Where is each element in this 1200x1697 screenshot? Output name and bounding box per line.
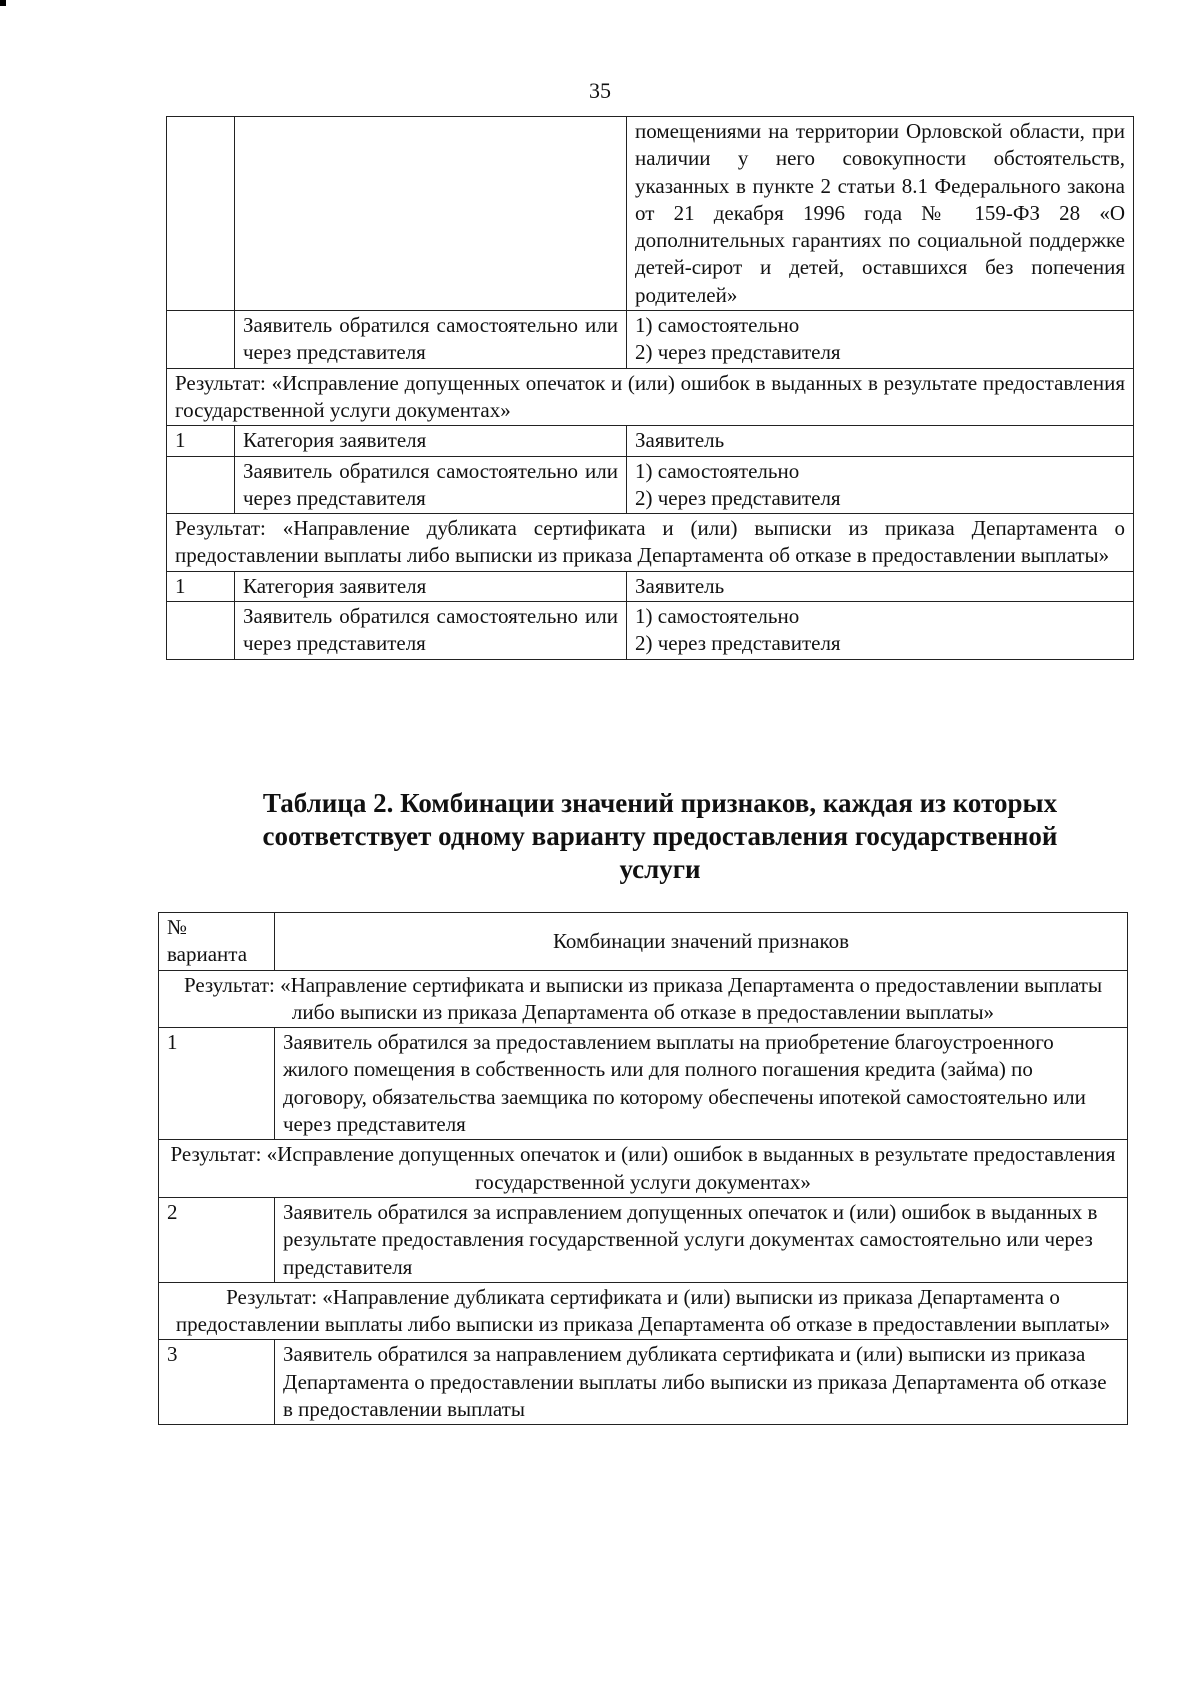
attribute-label: Категория заявителя — [235, 426, 627, 456]
table-row — [167, 456, 1134, 514]
attribute-value: 1) самостоятельно — [635, 604, 800, 629]
page-number: 35 — [589, 78, 611, 103]
table-row — [167, 117, 1134, 311]
table-2-title: Таблица 2. Комбинации значений признаков, каждая из которых соответствует одному варианту предоставления государственной услуги — [262, 788, 1058, 884]
attribute-label: Заявитель обратился самостоятельно или через представителя — [235, 456, 627, 514]
attribute-value: 1) самостоятельно — [635, 313, 800, 338]
result-heading: Результат: «Направление сертификата и выписки из приказа Департамента о предоставлении выплаты либо выписки из приказа Департамента об отказе в предоставлении выплаты» — [159, 970, 1128, 1028]
result-heading: Результат: «Исправление допущенных опечаток и (или) ошибок в выданных в результате предоставления государственной услуги документах» — [159, 1140, 1128, 1198]
result-heading: Результат: «Направление дубликата сертификата и (или) выписки из приказа Департамента о предоставлении выплаты либо выписки из приказа Департамента об отказе в предоставлении выплаты» — [167, 514, 1134, 572]
table-row — [167, 571, 1134, 601]
result-heading: Результат: «Исправление допущенных опечаток и (или) ошибок в выданных в результате предоставления государственной услуги документах» — [167, 368, 1134, 426]
result-row — [159, 1140, 1128, 1198]
table-row — [167, 426, 1134, 456]
result-heading: Результат: «Направление дубликата сертификата и (или) выписки из приказа Департамента о предоставлении выплаты либо выписки из приказа Департамента об отказе в предоставлении выплаты» — [159, 1282, 1128, 1340]
variant-number: 1 — [159, 1028, 275, 1140]
attribute-value-continued: помещениями на территории Орловской области, при наличии у него совокупности обстоятельств, указанных в пункте 2 статьи 8.1 Федерального закона от 21 декабря 1996 года № 159-ФЗ 28 «О дополнительных гарантиях по социальной поддержке детей-сирот и детей, оставшихся без попечения родителей» — [627, 117, 1134, 311]
table-row — [159, 1028, 1128, 1140]
result-row — [159, 970, 1128, 1028]
table-row — [159, 1340, 1128, 1425]
attribute-values — [627, 602, 1134, 660]
attribute-value: 2) через представителя — [635, 631, 841, 656]
attribute-value: Заявитель — [627, 426, 1134, 456]
result-row — [167, 368, 1134, 426]
attribute-label: Категория заявителя — [235, 571, 627, 601]
row-number: 1 — [167, 426, 235, 456]
table-header-row — [159, 913, 1128, 971]
variant-combination: Заявитель обратился за предоставлением выплаты на приобретение благоустроенного жилого помещения в собственность или для полного погашения кредита (займа) по договору, обязательства заемщика по которому обеспечены ипотекой самостоятельно или через представителя — [275, 1028, 1128, 1140]
variant-number: 3 — [159, 1340, 275, 1425]
table-row — [159, 1197, 1128, 1282]
variant-number: 2 — [159, 1197, 275, 1282]
variants-table — [158, 912, 1128, 1425]
table-row — [167, 602, 1134, 660]
scan-corner-mark — [0, 0, 6, 6]
variant-combination: Заявитель обратился за исправлением допущенных опечаток и (или) ошибок в выданных в результате предоставления государственной услуги документах самостоятельно или через представителя — [275, 1197, 1128, 1282]
variant-combination: Заявитель обратился за направлением дубликата сертификата и (или) выписки из приказа Департамента о предоставлении выплаты либо выписки из приказа Департамента об отказе в предоставлении выплаты — [275, 1340, 1128, 1425]
attribute-label: Заявитель обратился самостоятельно или через представителя — [235, 602, 627, 660]
result-row — [159, 1282, 1128, 1340]
result-row — [167, 514, 1134, 572]
attribute-values — [627, 456, 1134, 514]
attribute-value: 1) самостоятельно — [635, 458, 800, 483]
attribute-values — [627, 311, 1134, 369]
attribute-value: 2) через представителя — [635, 485, 841, 510]
attributes-table-continued — [166, 116, 1134, 660]
table-row — [167, 311, 1134, 369]
attribute-label: Заявитель обратился самостоятельно или через представителя — [235, 311, 627, 369]
attribute-value: Заявитель — [627, 571, 1134, 601]
attribute-value: 2) через представителя — [635, 340, 841, 365]
row-number: 1 — [167, 571, 235, 601]
header-variant-number: № варианта — [159, 913, 275, 971]
header-combination: Комбинации значений признаков — [275, 913, 1128, 971]
